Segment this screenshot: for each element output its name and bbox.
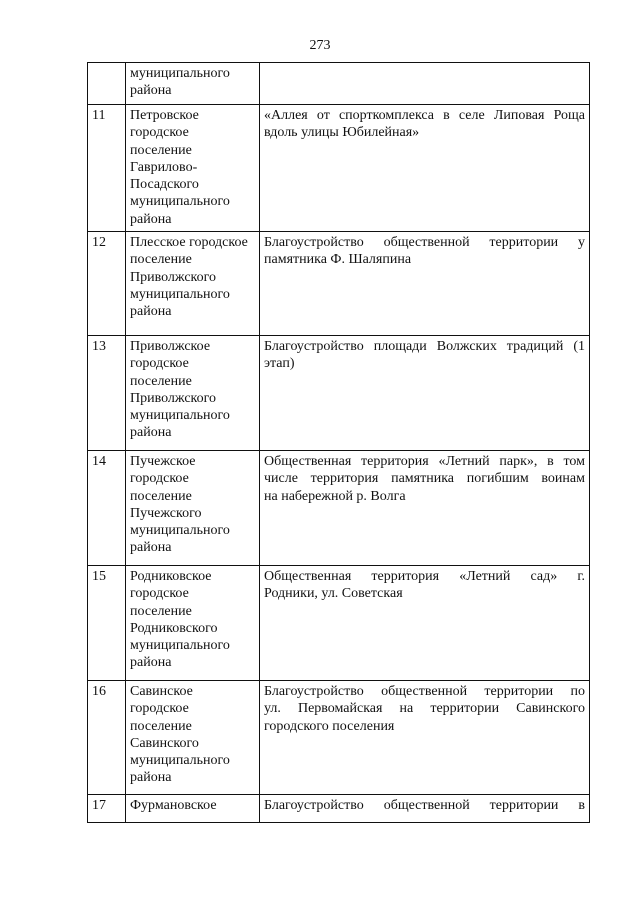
- municipality-name-line: муниципального: [130, 286, 230, 302]
- municipality-name-line: района: [130, 425, 172, 441]
- municipality-name-line: городское: [130, 701, 189, 717]
- municipality-name-line: поселение: [130, 718, 192, 734]
- territory-description-line: городского поселения: [264, 718, 395, 734]
- municipality-name-line: городское: [130, 125, 189, 141]
- territory-description-line: этап): [264, 356, 295, 372]
- municipality-name-line: Плесское городское: [130, 235, 248, 250]
- table-row: [88, 795, 590, 823]
- territory-description-line: вдоль улицы Юбилейная»: [264, 125, 420, 141]
- municipality-name-line: муниципального: [130, 638, 230, 654]
- municipality-name: [126, 232, 260, 336]
- municipality-name-line: района: [130, 304, 172, 320]
- municipality-name-line: муниципального: [130, 753, 230, 769]
- municipality-name-line: Приволжское: [130, 339, 211, 354]
- table-row: [88, 566, 590, 681]
- municipality-name-line: Петровское: [130, 108, 199, 123]
- municipality-name-line: поселение: [130, 252, 192, 268]
- table-row: [88, 336, 590, 451]
- territory-description-line: памятника Ф. Шаляпина: [264, 252, 412, 268]
- municipality-name-line: поселение: [130, 603, 192, 619]
- municipality-name-line: Савинского: [130, 735, 199, 751]
- municipality-name: [126, 336, 260, 451]
- municipality-name: [126, 566, 260, 681]
- row-number: 11: [88, 105, 126, 232]
- table-row: [88, 63, 590, 105]
- municipality-name-line: района: [130, 655, 172, 671]
- territory-description-line: Благоустройство общественной территории по: [264, 684, 585, 699]
- table-row: [88, 232, 590, 336]
- municipality-name-line: поселение: [130, 142, 192, 158]
- municipality-name-line: муниципального: [130, 194, 230, 210]
- municipality-name-line: Пучежского: [130, 505, 202, 521]
- municipality-name-line: района: [130, 770, 172, 786]
- municipality-name: [126, 63, 260, 105]
- municipality-name-line: муниципального: [130, 523, 230, 539]
- row-number: 17: [88, 795, 126, 823]
- municipality-name-line: Приволжского: [130, 390, 217, 406]
- row-number: 13: [88, 336, 126, 451]
- municipality-name-line: Гаврилово-: [130, 159, 198, 175]
- row-number: 15: [88, 566, 126, 681]
- territory-description-line: Родники, ул. Советская: [264, 586, 403, 602]
- municipality-name: [126, 795, 260, 823]
- territory-description-line: Общественная территория «Летний сад» г.: [264, 569, 585, 584]
- municipality-name: [126, 451, 260, 566]
- table-row: [88, 105, 590, 232]
- territory-description: [260, 63, 590, 105]
- row-number: 12: [88, 232, 126, 336]
- table-row: [88, 451, 590, 566]
- territory-description: [260, 336, 590, 451]
- municipality-name-line: Савинское: [130, 684, 193, 699]
- municipality-name: [126, 105, 260, 232]
- row-number: 14: [88, 451, 126, 566]
- municipality-name-line: муниципального: [130, 408, 230, 424]
- territory-description-line: числе территория памятника погибшим воинам: [264, 471, 585, 487]
- municipality-name-line: муниципального: [130, 66, 230, 81]
- territory-description-line: Благоустройство общественной территории у: [264, 235, 585, 250]
- territory-description-line: «Аллея от спорткомплекса в селе Липовая Роща: [264, 108, 585, 123]
- page-number: 273: [309, 38, 331, 53]
- municipality-name-line: Родниковского: [130, 620, 218, 636]
- territory-description: [260, 681, 590, 795]
- municipality-name-line: городское: [130, 586, 189, 602]
- territory-description-line: Благоустройство площади Волжских традиций (1: [264, 339, 585, 354]
- territories-table: [87, 62, 590, 823]
- row-number: [88, 63, 126, 105]
- territory-description: [260, 451, 590, 566]
- municipality-name-line: Посадского: [130, 177, 199, 193]
- territory-description-line: на набережной р. Волга: [264, 488, 406, 504]
- municipality-name-line: района: [130, 540, 172, 556]
- municipality-name-line: района: [130, 211, 172, 227]
- municipality-name-line: Родниковское: [130, 569, 212, 584]
- municipality-name-line: поселение: [130, 488, 192, 504]
- municipality-name-line: Фурмановское: [130, 798, 217, 813]
- table-row: [88, 681, 590, 795]
- territory-description: [260, 232, 590, 336]
- municipality-name: [126, 681, 260, 795]
- territory-description: [260, 105, 590, 232]
- municipality-name-line: поселение: [130, 373, 192, 389]
- municipality-name-line: района: [130, 83, 172, 99]
- municipality-name-line: Пучежское: [130, 454, 196, 469]
- municipality-name-line: городское: [130, 356, 189, 372]
- municipality-name-line: Приволжского: [130, 269, 217, 285]
- territory-description-line: Благоустройство общественной территории в: [264, 798, 585, 813]
- territory-description-line: Общественная территория «Летний парк», в том: [264, 454, 585, 469]
- row-number: 16: [88, 681, 126, 795]
- territory-description-line: ул. Первомайская на территории Савинского: [264, 701, 585, 717]
- territory-description: [260, 795, 590, 823]
- municipality-name-line: городское: [130, 471, 189, 487]
- territory-description: [260, 566, 590, 681]
